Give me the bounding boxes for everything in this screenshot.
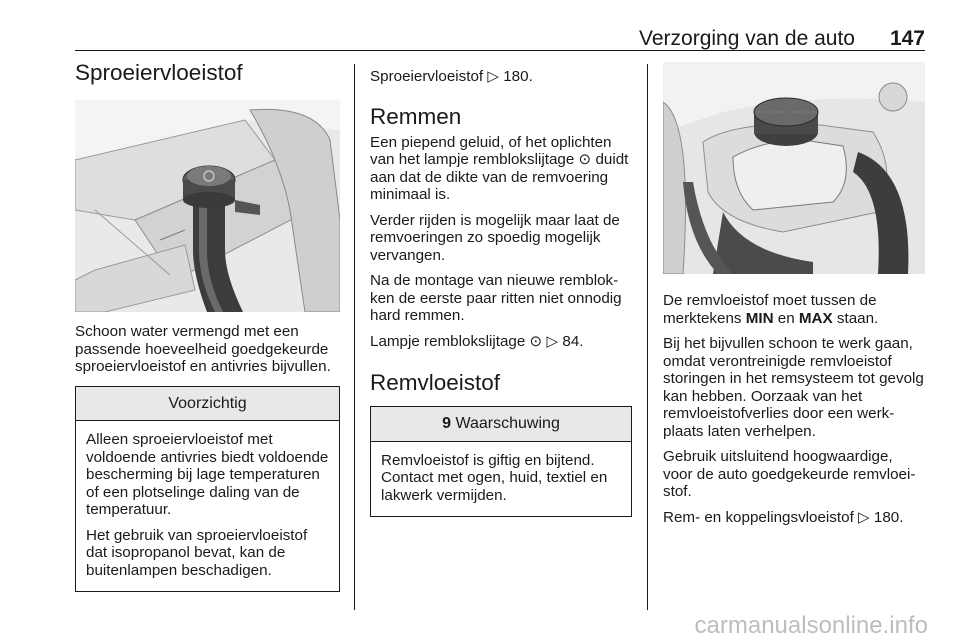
brake-fluid-reference: Rem- en koppelingsvloeistof ▷ 180. [663, 508, 904, 526]
column-2 [370, 62, 632, 517]
section-title-brake-fluid: Remvloeistof [370, 370, 501, 395]
min-max-paragraph: De remvloeistof moet tussen de merktekens MIN en MAX staan. [663, 292, 879, 327]
column-divider [647, 64, 648, 610]
brake-fluid-paragraph-2: Bij het bijvullen schoon te werk gaan, omdat verontreinigde remvloeistof storingen in het remsysteem tot gevolg kan hebben. Oorzaak van het remvloeistofverlies door een werkplaats laten verhelpen. [663, 335, 924, 440]
section-title-brakes: Remmen [370, 103, 462, 129]
max-mark: MAX [798, 309, 833, 327]
washer-fluid-illustration [75, 100, 340, 312]
washer-fluid-paragraph: Schoon water vermengd met een passende hoeveelheid goedgekeurde sproeiervloeistof en antivries bijvullen. [75, 323, 331, 375]
min-mark: MIN [745, 309, 774, 327]
brakes-paragraph-2: Verder rijden is mogelijk maar laat de remvoeringen zo spoedig mogelijk vervangen. [370, 211, 620, 264]
warning-heading-row [371, 407, 631, 442]
header-title: Verzorging van de auto [639, 27, 855, 50]
page-header [75, 26, 925, 51]
warning-text: Remvloeistof is giftig en bijtend. Contact met ogen, huid, textiel en lakwerk vermijden. [381, 451, 608, 504]
brake-fluid-reservoir-illustration [663, 62, 925, 274]
section-title-washer-fluid: Sproeiervloeistof [75, 60, 243, 85]
column-3 [663, 62, 925, 534]
page-number: 147 [889, 27, 925, 50]
caution-heading: Voorzichtig [76, 387, 339, 422]
brakes-paragraph-1: Een piepend geluid, of het oplichten van het lampje remblokslijtage ⊙ duidt aan dat de dikte van de remvoering minimaal is. [370, 133, 629, 203]
caution-paragraph-1: Alleen sproeiervloeistof met voldoende antivries biedt voldoende bescherming bij lage temperaturen of een plotselinge daling van de temperatuur. [86, 431, 329, 518]
brake-fluid-paragraph-3: Gebruik uitsluitend hoogwaardige, voor de auto goedgekeurde remvloeistof. [663, 448, 916, 500]
warning-heading: Waarschuwing [455, 415, 560, 432]
washer-fluid-reference: Sproeiervloeistof ▷ 180. [370, 68, 533, 85]
brake-lamp-reference: Lampje remblokslijtage ⊙ ▷ 84. [370, 332, 584, 350]
warning-box [370, 406, 632, 517]
caution-paragraph-2: Het gebruik van sproeiervloeistof dat isopropanol bevat, kan de buitenlampen beschadigen. [86, 526, 308, 579]
caution-box [75, 386, 340, 593]
brakes-paragraph-3: Na de montage van nieuwe remblokken de eerste paar ritten niet onnodig hard remmen. [370, 272, 622, 324]
column-divider [354, 64, 355, 610]
watermark: carmanualsonline.info [694, 612, 928, 639]
warning-triangle-icon: 9 [442, 415, 452, 432]
column-1 [75, 62, 340, 592]
